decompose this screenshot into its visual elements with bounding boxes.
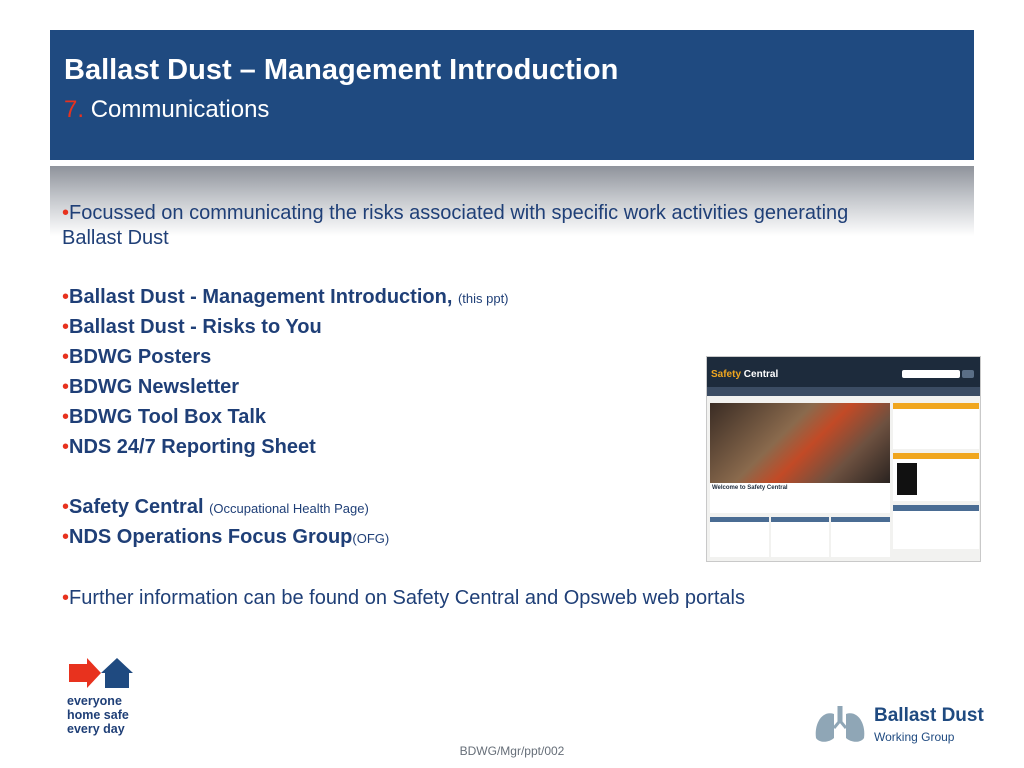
bullet-marker: •	[62, 346, 70, 368]
screenshot-column	[831, 517, 890, 557]
gradient-band	[50, 166, 974, 236]
logo-subtitle: Working Group	[874, 730, 955, 744]
screenshot-header	[707, 357, 980, 387]
further-info-text: Further information can be found on Safety Central and Opsweb web portals	[69, 587, 745, 609]
bullet-marker: •	[62, 526, 70, 548]
resource-label: BDWG Tool Box Talk	[69, 406, 267, 428]
bullet-marker: •	[62, 496, 70, 518]
resource-item	[62, 346, 211, 369]
railway-photo	[710, 403, 890, 483]
bullet-marker: •	[62, 202, 70, 224]
intro-line-2: Ballast Dust	[62, 227, 169, 249]
footer-reference: BDWG/Mgr/ppt/002	[459, 744, 565, 758]
section-number: 7.	[64, 96, 85, 123]
bullet-marker: •	[62, 406, 70, 428]
screenshot-column	[771, 517, 830, 557]
portal-item	[62, 496, 369, 519]
everyone-home-safe-logo	[67, 658, 147, 740]
intro-bullet	[62, 202, 848, 225]
resource-item	[62, 316, 322, 339]
resource-note: (this ppt)	[457, 291, 509, 306]
section-title: Communications	[90, 96, 270, 123]
portal-item	[62, 526, 389, 549]
further-info-bullet	[62, 587, 745, 610]
bullet-marker: •	[62, 436, 70, 458]
portal-label: Safety Central	[69, 496, 204, 518]
logo-title: Ballast Dust	[874, 705, 984, 726]
portal-note: (Occupational Health Page)	[209, 501, 369, 516]
resource-item	[62, 436, 316, 459]
screenshot-sidebar	[893, 403, 979, 553]
arrow-house-icon	[67, 658, 147, 694]
resource-label: BDWG Posters	[69, 346, 212, 368]
bullet-marker: •	[62, 376, 70, 398]
slogan-line: home safe	[67, 708, 129, 722]
slide-title: Ballast Dust – Management Introduction	[64, 54, 619, 86]
safety-central-logo	[711, 369, 778, 380]
screenshot-welcome: Welcome to Safety Central	[710, 483, 890, 513]
resource-label: Ballast Dust - Risks to You	[69, 316, 322, 338]
bullet-marker: •	[62, 286, 70, 308]
bullet-marker: •	[62, 316, 70, 338]
screenshot-sidebar-box	[893, 403, 979, 449]
resource-item	[62, 406, 266, 429]
screenshot-sidebar-box	[893, 453, 979, 501]
portal-label: NDS Operations Focus Group	[69, 526, 353, 548]
portal-note: (OFG)	[352, 531, 390, 546]
screenshot-columns	[710, 517, 890, 557]
safety-central-screenshot	[706, 356, 981, 562]
logo-slogan	[67, 694, 147, 736]
screenshot-nav-bar	[707, 387, 980, 396]
screenshot-sidebar-box	[893, 505, 979, 549]
resource-label: NDS 24/7 Reporting Sheet	[69, 436, 316, 458]
screenshot-search-button	[962, 370, 974, 378]
resource-item	[62, 286, 509, 309]
slide-subtitle	[64, 96, 269, 124]
screenshot-column	[710, 517, 769, 557]
logo-word-2: Central	[743, 369, 779, 380]
resource-label: Ballast Dust - Management Introduction,	[69, 286, 453, 308]
slide-header	[50, 30, 974, 160]
screenshot-search-box	[902, 370, 960, 378]
slogan-line: every day	[67, 722, 125, 736]
screenshot-main-column	[710, 403, 890, 557]
resource-item	[62, 376, 239, 399]
lungs-icon	[812, 702, 868, 746]
slogan-line: everyone	[67, 694, 122, 708]
bullet-marker: •	[62, 587, 70, 609]
resource-label: BDWG Newsletter	[69, 376, 240, 398]
ballast-dust-logo	[812, 702, 1007, 746]
logo-word-1: Safety	[711, 369, 742, 380]
intro-line-1: Focussed on communicating the risks associated with specific work activities generating	[69, 202, 849, 224]
magazine-thumbnail	[897, 463, 917, 495]
